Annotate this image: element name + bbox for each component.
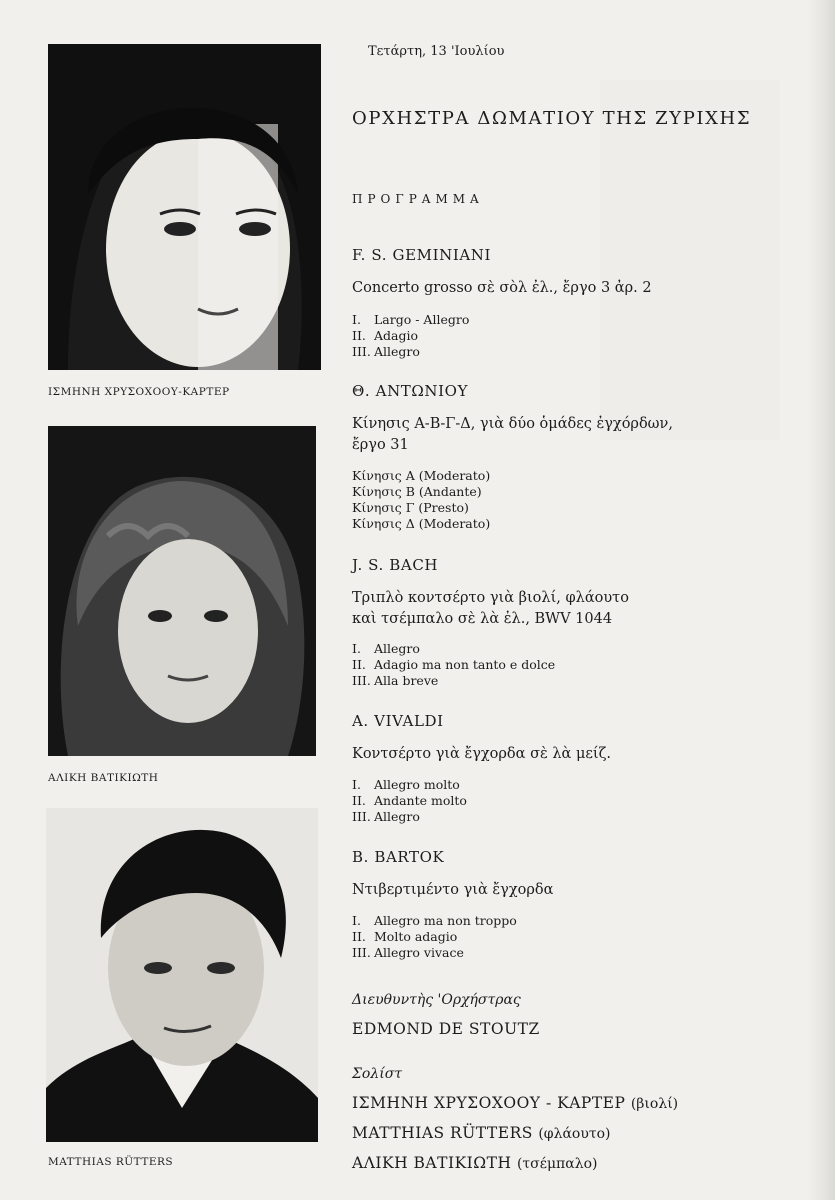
movement: II. Adagio ma non tanto e dolce xyxy=(352,657,556,672)
portrait-photo-2 xyxy=(48,426,316,756)
orchestra-title: ΟΡΧΗΣΤΡΑ ΔΩΜΑΤΙΟΥ ΤΗΣ ΖΥΡΙΧΗΣ xyxy=(352,108,752,129)
portrait-photo-1 xyxy=(48,44,321,370)
work-title-bach-line1: Τριπλὸ κοντσέρτο γιὰ βιολί, φλάουτο xyxy=(352,590,629,606)
movement: I. Allegro xyxy=(352,641,420,656)
photo-caption-3: MATTHIAS RÜTTERS xyxy=(48,1156,174,1168)
movement: Κίνησις Α (Moderato) xyxy=(352,468,491,483)
page-edge xyxy=(807,0,835,1200)
composer-bach: J. S. BACH xyxy=(352,556,439,574)
work-title-bartok: Ντιβερτιμέντο γιὰ ἔγχορδα xyxy=(352,882,554,898)
composer-geminiani: F. S. GEMINIANI xyxy=(352,246,492,264)
movement: I. Allegro molto xyxy=(352,777,460,792)
work-title-geminiani: Concerto grosso σὲ σὸλ ἐλ., ἔργο 3 ἀρ. 2 xyxy=(352,280,652,296)
composer-antoniou: Θ. ΑΝΤΩΝΙΟΥ xyxy=(352,382,469,400)
soloist-1: ΙΣΜΗΝΗ ΧΡΥΣΟΧΟΟΥ - ΚΑΡΤΕΡ (βιολί) xyxy=(352,1094,679,1112)
portrait-photo-3 xyxy=(46,808,318,1142)
photo-caption-2: ΑΛΙΚΗ ΒΑΤΙΚΙΩΤΗ xyxy=(48,772,159,784)
soloist-2: MATTHIAS RÜTTERS (φλάουτο) xyxy=(352,1124,611,1142)
movement: Κίνησις Δ (Moderato) xyxy=(352,516,491,531)
movement: II. Adagio xyxy=(352,328,419,343)
movement: Κίνησις Β (Andante) xyxy=(352,484,482,499)
conductor-label: Διευθυντὴς 'Ορχήστρας xyxy=(352,992,521,1008)
conductor-name: EDMOND DE STOUTZ xyxy=(352,1020,540,1038)
movement: III. Alla breve xyxy=(352,673,439,688)
movement: III. Allegro xyxy=(352,344,420,359)
movement: I. Largo - Allegro xyxy=(352,312,470,327)
work-title-vivaldi: Κοντσέρτο γιὰ ἔγχορδα σὲ λὰ μείζ. xyxy=(352,746,612,762)
concert-date: Τετάρτη, 13 'Ιουλίου xyxy=(368,44,505,59)
movement: II. Andante molto xyxy=(352,793,467,808)
movement: III. Allegro xyxy=(352,809,420,824)
soloists-label: Σολίστ xyxy=(352,1066,402,1082)
work-title-bach-line2: καὶ τσέμπαλο σὲ λὰ ἐλ., BWV 1044 xyxy=(352,611,613,627)
work-title-antoniou-line2: ἔργο 31 xyxy=(352,437,409,453)
movement: III. Allegro vivace xyxy=(352,945,464,960)
work-title-antoniou-line1: Κίνησις Α-Β-Γ-Δ, γιὰ δύο ὁμάδες ἐγχόρδων, xyxy=(352,416,673,432)
movement: I. Allegro ma non troppo xyxy=(352,913,517,928)
photo-caption-1: ΙΣΜΗΝΗ ΧΡΥΣΟΧΟΟΥ-ΚΑΡΤΕΡ xyxy=(48,386,230,398)
program-heading: ΠΡΟΓΡΑΜΜΑ xyxy=(352,192,484,206)
movement: II. Molto adagio xyxy=(352,929,458,944)
composer-vivaldi: A. VIVALDI xyxy=(352,712,444,730)
soloist-3: ΑΛΙΚΗ ΒΑΤΙΚΙΩΤΗ (τσέμπαλο) xyxy=(352,1154,598,1172)
movement: Κίνησις Γ (Presto) xyxy=(352,500,469,515)
bleed-through-shadow xyxy=(600,80,780,440)
composer-bartok: B. BARTOK xyxy=(352,848,445,866)
